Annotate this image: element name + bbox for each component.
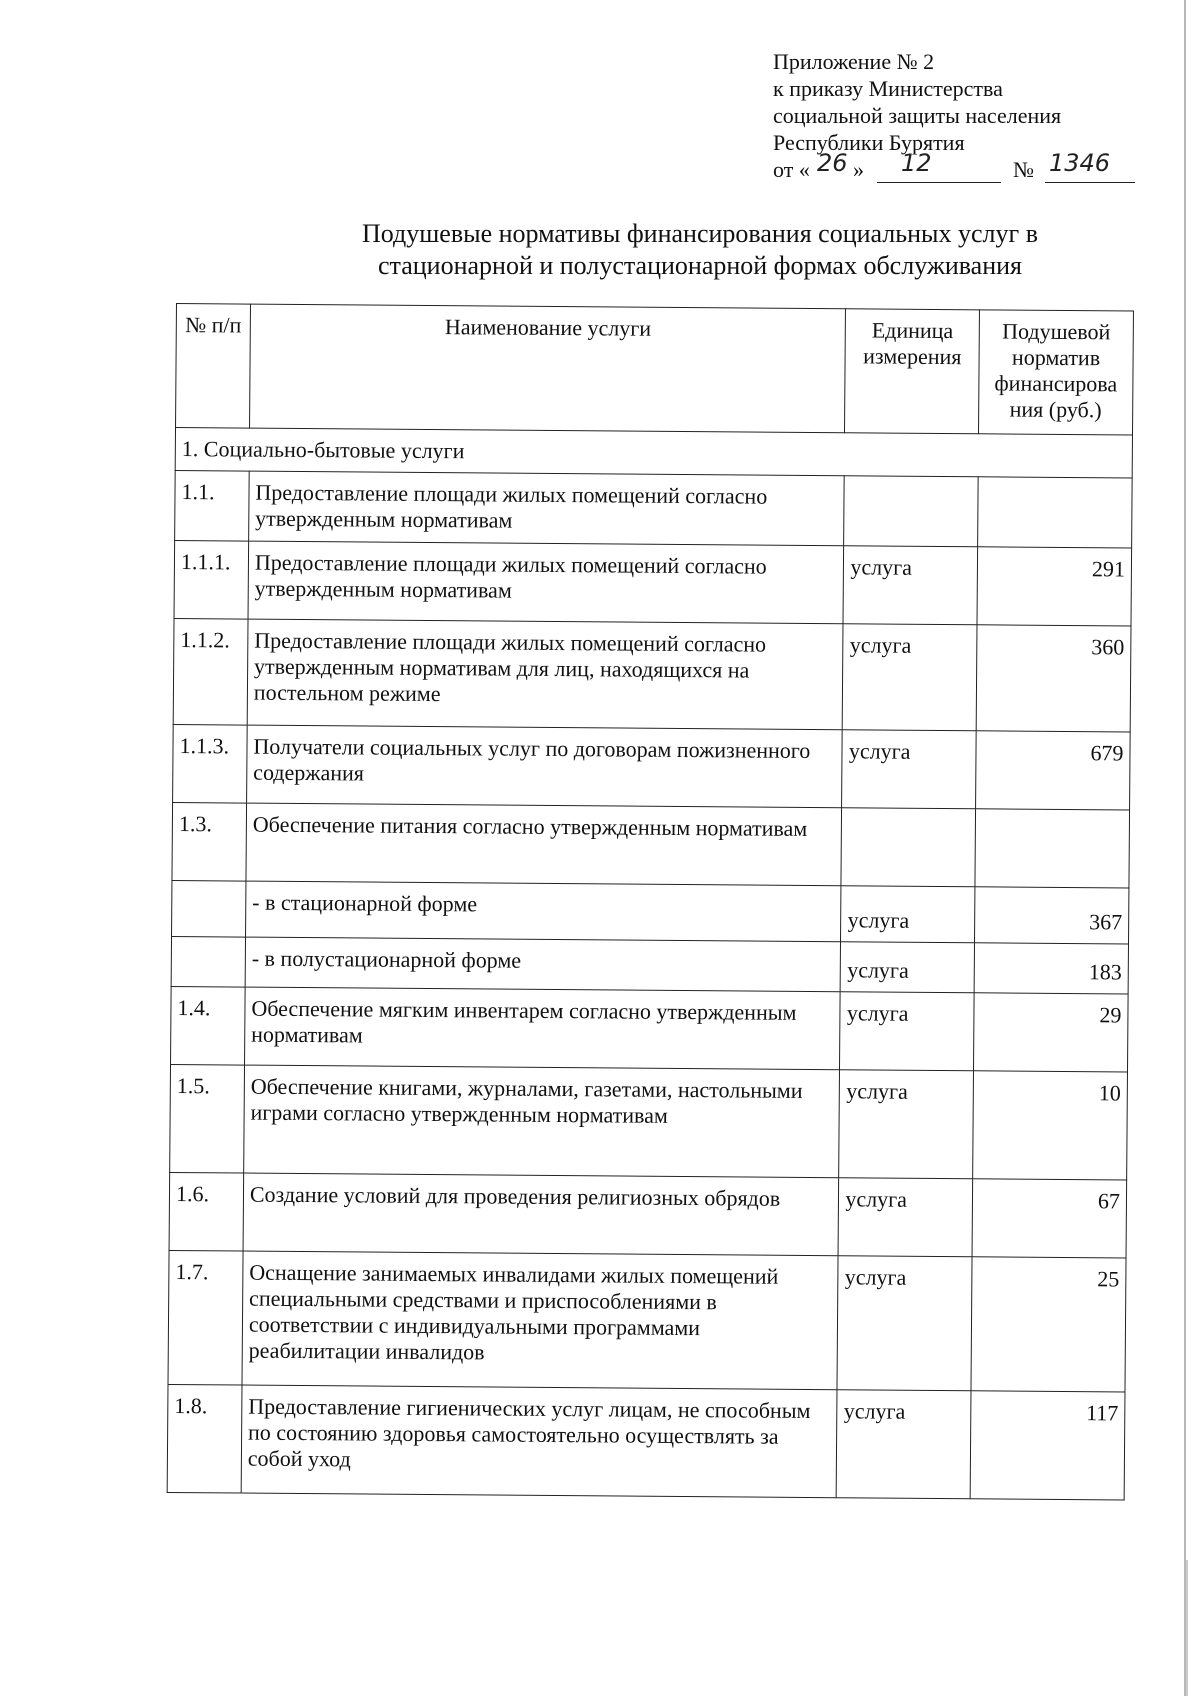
table-row <box>168 1250 1126 1392</box>
row-norm <box>978 477 1133 548</box>
header-name: Наименование услуги <box>249 304 846 433</box>
row-unit: услуга <box>840 992 974 1071</box>
scan-edge-line <box>1184 0 1186 1696</box>
row-norm: 183 <box>974 943 1128 994</box>
header-line: Республики Бурятия <box>773 130 965 155</box>
row-unit <box>844 476 978 547</box>
row-unit <box>841 808 975 887</box>
section-row <box>175 428 1132 479</box>
row-name: - в стационарной форме <box>245 881 841 942</box>
table-row <box>169 1172 1127 1258</box>
table-row <box>170 1064 1128 1180</box>
row-norm: 679 <box>976 731 1131 810</box>
table-row <box>167 1384 1125 1500</box>
norms-table <box>167 303 1134 1500</box>
row-num: 1.4. <box>171 986 246 1065</box>
table-row <box>172 802 1130 888</box>
row-num: 1.1.2. <box>173 618 248 725</box>
row-num: 1.7. <box>168 1250 243 1385</box>
order-prefix: от « <box>773 157 810 182</box>
order-month-handwritten: 12 <box>901 149 932 177</box>
row-num <box>171 936 245 987</box>
header-line: Приложение № 2 <box>773 49 935 74</box>
row-unit: услуга <box>843 546 977 625</box>
table-row <box>171 986 1129 1072</box>
number-underline <box>1045 182 1135 183</box>
row-unit: услуга <box>841 886 975 943</box>
row-name: Предоставление площади жилых помещений согласно утвержденным нормативам <box>249 471 845 546</box>
row-name: - в полустационарной форме <box>245 937 841 992</box>
header-line: к приказу Министерства <box>773 76 1003 101</box>
row-norm: 291 <box>977 547 1132 626</box>
row-unit: услуга <box>843 624 977 731</box>
row-norm: 117 <box>970 1391 1125 1500</box>
row-name: Создание условий для проведения религиозных обрядов <box>243 1173 839 1256</box>
row-name: Предоставление гигиенических услуг лицам, не способным по состоянию здоровья самостоятельно осуществлять за собой уход <box>241 1385 837 1498</box>
row-num: 1.5. <box>170 1064 245 1173</box>
table-header-row <box>176 304 1134 436</box>
title-line-1: Подушевые нормативы финансирования социальных услуг в <box>362 219 1038 248</box>
appendix-header <box>773 48 1111 186</box>
row-name: Обеспечение питания согласно утвержденным нормативам <box>246 803 842 886</box>
table-row <box>171 936 1128 994</box>
row-num <box>172 880 246 937</box>
table-row <box>174 540 1132 626</box>
order-number-handwritten: 1346 <box>1049 149 1111 177</box>
header-num: № п/п <box>176 304 251 429</box>
row-norm: 29 <box>973 993 1128 1072</box>
title-line-2: стационарной и полустационарной формах обслуживания <box>377 251 1022 280</box>
row-unit: услуга <box>837 1390 971 1499</box>
document-title <box>300 218 1100 282</box>
row-norm: 67 <box>972 1179 1127 1258</box>
row-unit: услуга <box>841 942 975 993</box>
table-row <box>172 880 1129 944</box>
order-day-close: » <box>853 157 864 182</box>
row-norm: 25 <box>971 1257 1126 1392</box>
scan-edge-line-lower <box>1186 1560 1188 1696</box>
row-unit: услуга <box>839 1070 973 1179</box>
row-name: Обеспечение мягким инвентарем согласно утвержденным нормативам <box>244 987 840 1070</box>
row-norm: 10 <box>973 1071 1128 1180</box>
header-norm: Подушевой норматив финансирова ния (руб.) <box>978 310 1133 435</box>
row-unit: услуга <box>842 730 976 809</box>
table-row <box>173 724 1131 810</box>
row-num: 1.1.3. <box>173 724 248 803</box>
row-num: 1.8. <box>167 1384 242 1493</box>
row-name: Оснащение занимаемых инвалидами жилых помещений специальными средствами и приспособлениями в соответствии с индивидуальными программами реабилитации инвалидов <box>242 1251 839 1390</box>
row-unit: услуга <box>839 1178 973 1257</box>
row-norm: 360 <box>976 625 1131 732</box>
row-num: 1.3. <box>172 802 247 881</box>
row-unit: услуга <box>837 1256 972 1391</box>
row-num: 1.6. <box>169 1172 244 1251</box>
row-norm: 367 <box>974 887 1128 944</box>
order-day-handwritten: 26 <box>817 149 848 177</box>
order-number-label: № <box>1013 157 1034 182</box>
row-num: 1.1. <box>175 470 249 541</box>
row-name: Получатели социальных услуг по договорам пожизненного содержания <box>246 725 842 808</box>
row-num: 1.1.1. <box>174 540 249 619</box>
row-name: Предоставление площади жилых помещений согласно утвержденным нормативам <box>248 541 844 624</box>
header-line: социальной защиты населения <box>773 103 1062 128</box>
header-unit: Единица измерения <box>845 309 979 434</box>
table-row <box>173 618 1131 732</box>
section-title: 1. Социально-бытовые услуги <box>175 428 1132 479</box>
order-date-line <box>773 149 1111 186</box>
row-norm <box>975 809 1130 888</box>
row-name: Предоставление площади жилых помещений согласно утвержденным нормативам для лиц, находящихся на постельном режиме <box>247 619 843 730</box>
month-underline <box>877 182 1001 183</box>
row-name: Обеспечение книгами, журналами, газетами, настольными играми согласно утвержденным нормативам <box>244 1065 840 1178</box>
table-row <box>175 470 1133 548</box>
